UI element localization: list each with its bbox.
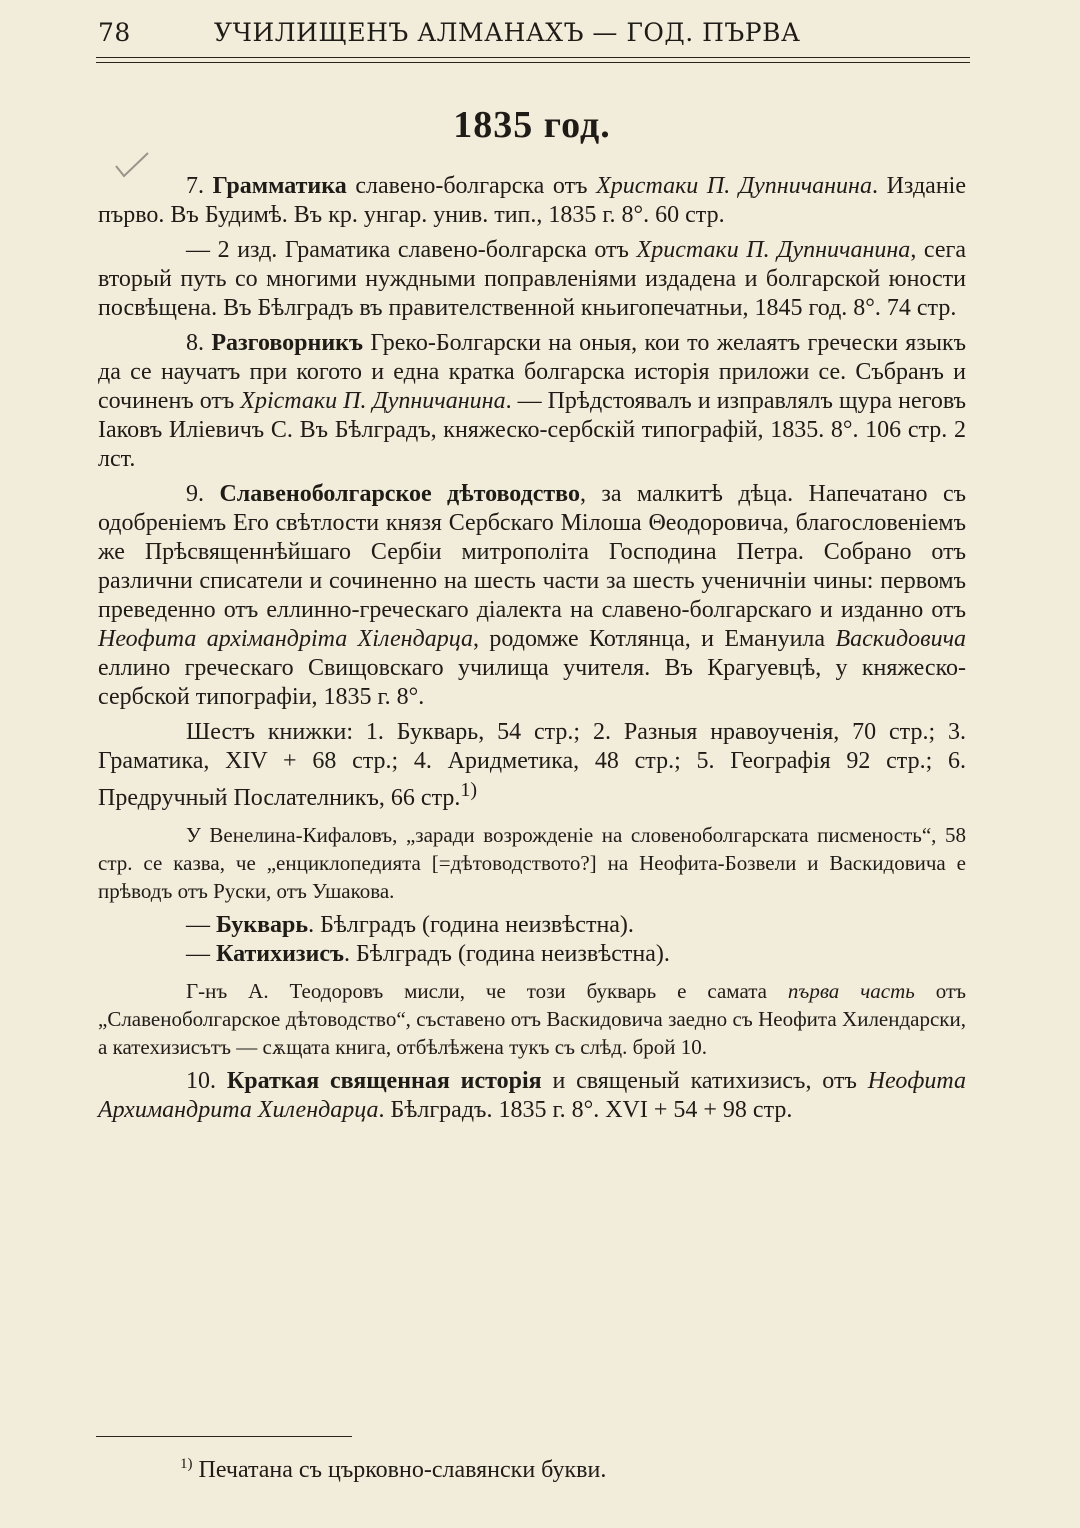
entry-text: . Бѣлградъ (година неизвѣстна). — [308, 912, 634, 938]
entry-text: и священый катихизисъ, отъ — [541, 1068, 868, 1094]
entry-dash: — — [186, 941, 216, 967]
entry-emphasis: първа часть — [787, 979, 915, 1003]
entry-text: Г-нъ А. Теодоровъ мисли, че този букварь е самата — [186, 979, 788, 1003]
entry-title: Разговорникъ — [211, 330, 364, 356]
footnote — [180, 1456, 606, 1484]
entry-text: , сега вторый путь со многими нуждными поправленіями издадена и болгарской юности посвѣщена. Въ Бѣлградъ въ правителственной кньигопечатньи, 1845 год. 8°. 74 стр. — [98, 237, 966, 321]
entry-number: 8. — [186, 330, 204, 356]
entry-author: Неофита Архимандрита Хилендарца — [98, 1068, 967, 1123]
entry-author: Христаки П. Дупничанина — [636, 237, 911, 263]
footnote-mark: 1) — [180, 1456, 193, 1472]
entry-text: Греко-Болгарски на оныя, кои то желаятъ гречески языкъ да се научатъ при когото и една кратка болгарска исторія приложи се. Събранъ и сочиненъ отъ — [98, 330, 967, 414]
entry-text: еллино греческаго Свищовскаго училища учителя. Въ Крагуевцѣ, у княжеско-сербской типографіи, 1835 г. 8°. — [98, 655, 966, 710]
entry-author: Васкидовича — [835, 626, 967, 652]
running-title: УЧИЛИЩЕНЪ АЛМАНАХЪ — ГОД. ПЪРВА — [214, 18, 801, 47]
entry-text: Шестъ книжки: 1. Букварь, 54 стр.; 2. Разныя нравоученія, 70 стр.; 3. Граматика, XIV + 68 стр.; 4. Аридметика, 48 стр.; 5. Географія 92 стр.; 6. Предручный Послателникъ, 66 стр. — [98, 719, 966, 811]
entry-dash: — — [186, 912, 216, 938]
entry-text: , за малкитѣ дѣца. Напечатано съ одобреніемъ Его свѣтлости князя Сербскаго Мілоша Θеодоровича, благословеніемъ же Прѣсвященнѣйшаго Сербіи митрополіта Господина Петра. Собрано отъ различни списатели и сочиненно на шесть части за шесть ученичніи чины: первомъ преведенно отъ еллинно-греческаго діалекта на славено-болгарскаго и изданно отъ — [98, 481, 967, 623]
entry-text: — 2 изд. Граматика славено-болгарска отъ — [186, 237, 637, 263]
entry-7 — [98, 172, 966, 230]
header-rule-thin — [96, 62, 970, 63]
entry-title: Букварь — [216, 912, 309, 938]
entry-text: . Бѣлградъ. 1835 г. 8°. XVI + 54 + 98 стр. — [378, 1097, 793, 1123]
entry-title: Катихизисъ — [216, 941, 345, 967]
page-body — [98, 100, 966, 1131]
entry-number: 9. — [186, 481, 204, 507]
entry-author: Неофита архімандріта Хілендарца — [98, 626, 474, 652]
entry-number: 7. — [186, 173, 204, 199]
entry-author: Христаки П. Дупничанина — [596, 173, 872, 199]
entry-text: . — Прѣдстоявалъ и изправлялъ щура неговъ Іаковъ Иліевичъ С. Въ Бѣлградъ, княжеско-сербскій типографій, 1835. 8°. 106 стр. 2 лст. — [98, 388, 966, 472]
entry-title: Грамматика — [212, 173, 347, 199]
page-number: 78 — [98, 18, 131, 47]
entry-10 — [98, 1067, 966, 1125]
entry-text: , родомже Котлянца, и Емануила — [473, 626, 836, 652]
teodorov-note — [98, 977, 966, 1061]
entry-title: Краткая священная исторія — [226, 1068, 542, 1094]
entry-text: . Бѣлградъ (година неизвѣстна). — [344, 941, 670, 967]
entry-9-note: У Венелина-Кифаловъ, „заради возрожденіе на словеноболгарската писменость“, 58 стр. се казва, че „енциклопедията [=дѣтоводството?] на Неофита-Бозвели и Васкидовича е прѣводъ отъ Руски, отъ Ушакова. — [98, 823, 966, 903]
entry-number: 10. — [186, 1068, 216, 1094]
section-title: 1835 год. — [453, 104, 611, 146]
footnote-rule — [96, 1436, 352, 1437]
entry-text: славено-болгарска отъ — [346, 173, 597, 199]
entry-text: . Изданіе първо. Въ Будимѣ. Въ кр. унгар. унив. тип., 1835 г. 8°. 60 стр. — [98, 173, 966, 228]
entry-9 — [98, 480, 966, 712]
footnote-reference: 1) — [460, 779, 478, 801]
entry-bukvar — [98, 911, 966, 940]
running-header — [96, 14, 970, 54]
entry-8 — [98, 329, 966, 474]
entry-7-second-edition — [98, 236, 966, 323]
entry-text: отъ „Славеноболгарское дѣтоводство“, съставено отъ Васкидовича заедно съ Неофита Хилендарски, а катехизисътъ — сѫщата книга, отбѣлѣжена тукъ съ слѣд. брой 10. — [98, 979, 966, 1059]
entry-author: Хрістаки П. Дупничанина — [240, 388, 506, 414]
entry-katihizis — [98, 940, 966, 969]
entry-title: Славеноболгарское дѣтоводство — [219, 481, 580, 507]
header-rule — [96, 57, 970, 58]
footnote-text: Печатана съ църковно-славянски букви. — [192, 1457, 607, 1483]
entry-9-books — [98, 718, 966, 813]
